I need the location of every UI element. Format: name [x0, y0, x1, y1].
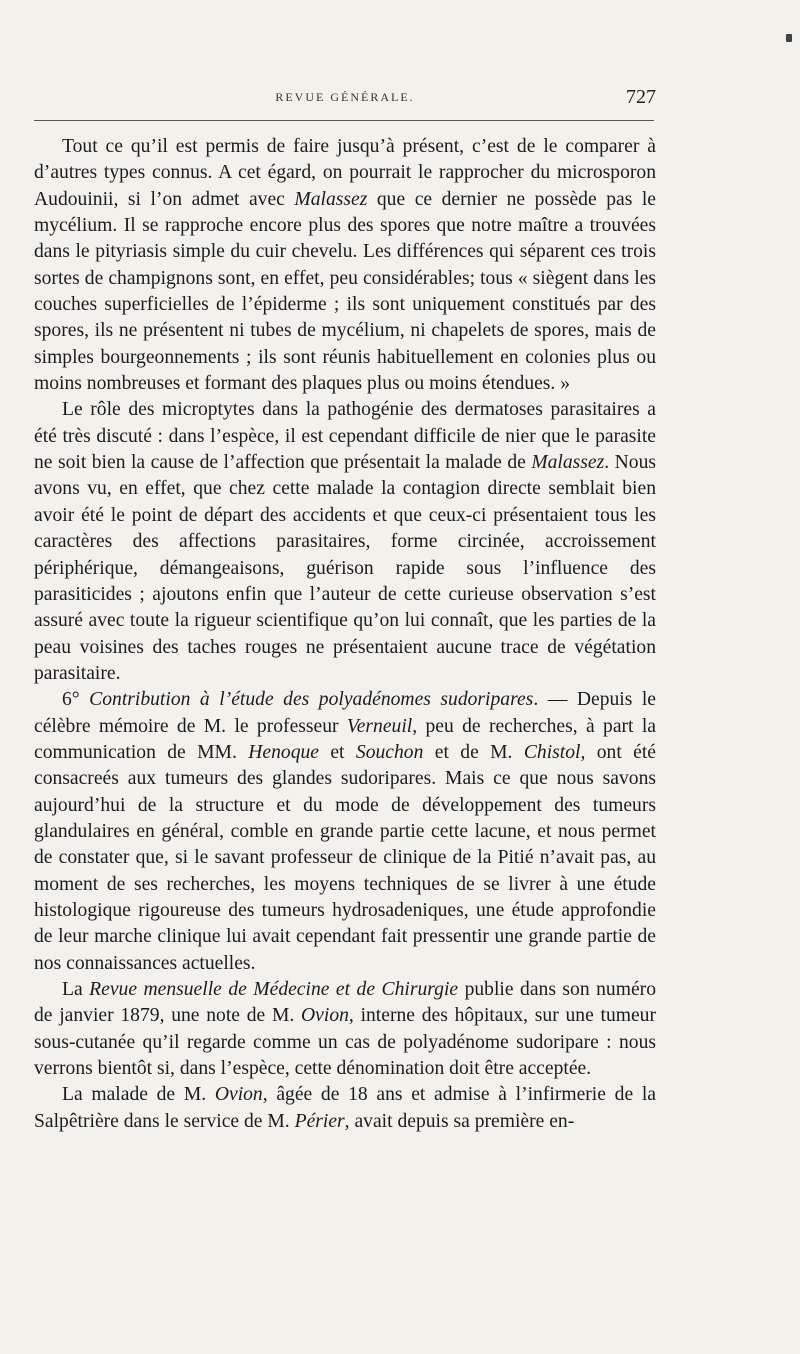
text-run: La malade de M.: [62, 1084, 215, 1106]
text-run: , peu de recherches, à part la communication de MM.: [34, 715, 656, 763]
text-run: , interne des hôpitaux, sur une tumeur sous-cutanée qu’il regarde comme un cas de polyadénome sudoripare : nous verrons bientôt si, dans l’espèce, cette dénomination doit être acceptée.: [34, 1005, 657, 1080]
italic-text: Contribution à l’étude des polyadénomes sudoripares: [89, 689, 534, 711]
page-number: 727: [626, 86, 656, 108]
text-run: Le rôle des microptytes dans la pathogénie des dermatoses parasitaires a été très discuté : dans l’espèce, il est cependant difficile de nier que le parasite ne soit bien la cause de l’affection que présentait la malade de: [34, 399, 656, 474]
page-header: [34, 86, 656, 110]
italic-text: Verneuil: [346, 715, 413, 737]
italic-text: Revue mensuelle de Médecine et de Chirurgie: [89, 979, 459, 1000]
italic-text: Ovion: [301, 1005, 349, 1027]
header-rule: [34, 120, 654, 121]
body-text: [34, 134, 656, 1135]
text-run: Tout ce qu’il est permis de faire jusqu’à présent, c’est de le comparer à d’autres types connus. A cet égard, on pourrait le rapprocher du microsporon Audouinii, si l’on admet avec: [34, 136, 656, 210]
text-run: La: [62, 979, 90, 1000]
text-run: que ce dernier ne possède pas le mycélium. Il se rapproche encore plus des spores que notre maître a trouvées dans le pityriasis simple du cuir chevelu. Les différences qui séparent ces trois sortes de champignons sont, en effet, peu considérables; tous « siègent dans les couches superficielles de l’épiderme ; ils sont uniquement constitués par des spores, ils ne présentent ni tubes de mycélium, ni chapelets de spores, mais de simples bourgeonnements ; ils sont réunis habituellement en colonies plus ou moins nombreuses et formant des plaques plus ou moins étendues. »: [34, 188, 656, 395]
text-run: , âgée de 18 ans et admise à l’infirmerie de la Salpêtrière dans le service de M.: [34, 1084, 656, 1132]
italic-text: Malassez: [294, 188, 368, 210]
paragraph: [34, 687, 656, 977]
italic-text: Henoque: [248, 741, 319, 763]
italic-text: Ovion: [214, 1084, 263, 1106]
text-run: et: [318, 741, 356, 763]
scan-speck: [786, 34, 792, 42]
text-run: et de M.: [423, 741, 524, 763]
italic-text: Malassez: [531, 452, 605, 474]
italic-text: Souchon: [355, 741, 424, 763]
text-run: , ont été consacreés aux tumeurs des glandes sudoripares. Mais ce que nous savons aujourd’hui de la structure et du mode de développement des tumeurs glandulaires en général, comble en grande partie cette lacune, et nous permet de constater que, si le savant professeur de clinique de la Pitié n’avait pas, au moment de ses recherches, les moyens techniques de se livrer à une étude histologique rigoureuse des tumeurs hydrosadeniques, une étude approfondie de leur marche clinique lui avait cependant fait pressentir une grande partie de nos connaissances actuelles.: [34, 741, 656, 974]
italic-text: Périer: [294, 1110, 345, 1132]
text-run: publie dans son numéro de janvier 1879, une note de M.: [34, 979, 656, 1027]
text-run: . — Depuis le célèbre mémoire de M. le professeur: [34, 689, 657, 737]
paragraph: [34, 977, 656, 1082]
paragraph: [34, 1082, 656, 1135]
running-head: REVUE GÉNÉRALE.: [275, 90, 415, 104]
paragraph: [34, 134, 656, 397]
text-run: 6°: [62, 689, 90, 711]
italic-text: Chistol: [523, 741, 581, 763]
text-run: . Nous avons vu, en effet, que chez cette malade la contagion directe semblait bien avoir été le point de départ des accidents et que ceux-ci présentaient tous les caractères des affections parasitaires, forme circinée, accroissement périphérique, démangeaisons, guérison rapide sous l’influence des parasiticides ; ajoutons enfin que l’auteur de cette curieuse observation s’est assuré avec toute la rigueur scientifique qu’on lui connaît, que les parties de la peau voisines des taches rouges ne présentaient aucune trace de végétation parasitaire.: [34, 452, 656, 684]
paragraph: [34, 397, 656, 687]
text-run: , avait depuis sa première en-: [344, 1110, 575, 1132]
